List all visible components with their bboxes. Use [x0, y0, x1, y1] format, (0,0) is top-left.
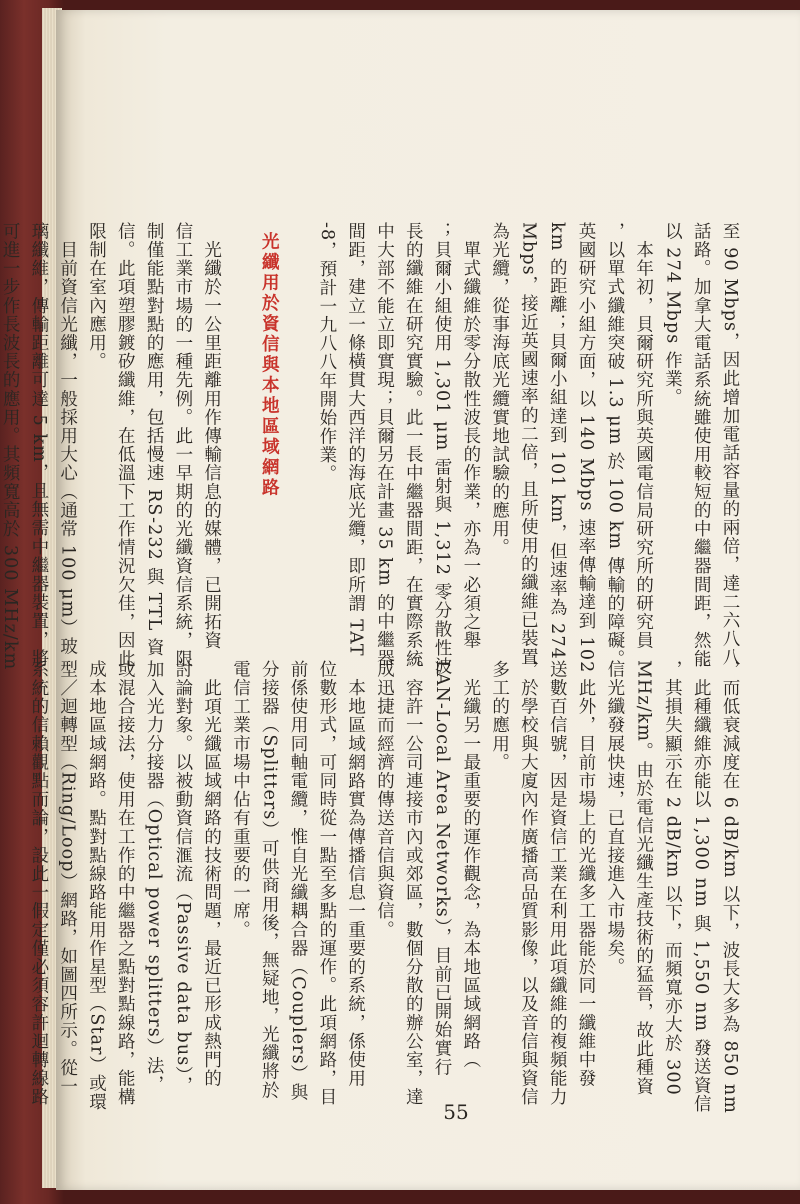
text-line: 本地區域網路實為傳播信息一重要的系統，係使用 [345, 660, 366, 1088]
text-line: 話路。加拿大電話系統雖使用較短的中繼器間距，然能 [691, 222, 712, 669]
text-line: 間距，建立一條橫貫大西洋的海底光纜，即所謂 TAT [345, 222, 366, 657]
text-line: 分接器（Splitters）可供商用後，無疑地，光纖將於 [259, 660, 280, 1100]
text-line: 光纖另一最重要的運作觀念，為本地區域網路（ [460, 660, 481, 1070]
text-line: 成迅捷而經濟的傳送音信與資信。 [374, 660, 395, 939]
section-heading: 光纖用於資信與本地區域網路 [259, 232, 280, 499]
text-line: 可進一步作長波長的應用。其頻寬高於 300 MHz/km [0, 222, 21, 671]
text-line: 討論對象。以被動資信滙流（Passive data bus）， [172, 660, 193, 1095]
text-line: 為光纜，從事海底光纜實地試驗的應用。 [489, 222, 510, 557]
text-line: 系統的信賴觀點而論，設此一假定僅必須容許迴轉線路 [28, 660, 49, 1107]
text-line: 限制在室內應用。 [86, 222, 107, 371]
lower-text-column [28, 660, 744, 1114]
text-line: ；貝爾小組使用 1,301 μm 雷射與 1,312 零分散性波 [432, 222, 453, 676]
text-line: 電信工業市場中佔有重要的一席。 [230, 660, 251, 939]
text-line: MHz/km。由於電信光纖生產技術的猛晉，故此種資 [633, 660, 654, 1096]
text-line: ，其損失顯示在 2 dB/km 以下，而頻寬亦大於 300 [662, 660, 683, 1096]
text-line: 此項光纖區域網路的技術問題，最近已形成熱門的 [201, 660, 222, 1088]
text-line: 前係使用同軸電纜，惟自光纖耦合器（Couplers）與 [288, 660, 309, 1102]
text-line: 加入光力分接器（Optical power splitters）法， [144, 660, 165, 1094]
text-line: 制僅能點對點的應用，包括慢速 RS-232 與 TTL 資 [144, 222, 165, 657]
text-line: ，於學校與大廈內作廣播高品質影像，以及音信與資信 [518, 660, 539, 1107]
text-line: 長的纖維在研究實驗。此一長中繼器間距，在實際系統 [403, 222, 424, 669]
text-line: Mbps，接近英國速率的二倍，且所使用的纖維已裝置 [518, 222, 539, 667]
text-line: 成本地區域網路。點對點線路能用作星型（Star）或環 [86, 660, 107, 1112]
text-line: 。此種纖維亦能以 1,300 nm 與 1,550 nm 發送資信 [691, 660, 712, 1114]
text-line: 。容許一公司連接市內或郊區，數個分散的辦公室，達 [403, 660, 424, 1107]
text-line: 單式纖維於零分散性波長的作業，亦為一必須之舉 [460, 222, 481, 650]
upper-text-column [0, 222, 744, 676]
text-line: 信。此項塑膠鍍矽纖維，在低溫下工作情況欠佳，因此 [115, 222, 136, 669]
text-line: -8，預計一九八八年開始作業。 [316, 222, 337, 484]
text-line: km 的距離；貝爾小組達到 101 km，但速率為 274 [547, 222, 568, 660]
text-line: 以 274 Mbps 作業。 [662, 222, 683, 407]
text-line: 英國研究小組方面，以 140 Mbps 速率傳輸達到 102 [576, 222, 597, 674]
text-line: 信光纖發展快速，已直接進入市場矣。 [604, 660, 625, 977]
text-line: 多工的應用。 [489, 660, 510, 772]
text-line: 璃纖維，傳輸距離可達 5 km，且無需中繼器裝置，將 [28, 222, 49, 668]
text-line: 目前資信光纖，一般採用大心（通常 100 μm）玻 [57, 222, 78, 656]
text-line: 信工業市場的一種先例。此一早期的光纖資信系統，限 [172, 222, 193, 669]
text-line: ，而低衰減度在 6 dB/km 以下，波長大多為 850 nm [720, 660, 740, 1114]
text-line: 或混合接法，使用在工作的中繼器之點對點線路，能構 [115, 660, 136, 1107]
text-line: 中大部不能立即實現；貝爾另在計畫 35 km 的中繼器 [374, 222, 395, 668]
text-line: 至 90 Mbps，因此增加電話容量的兩倍，達二六八八 [720, 222, 740, 667]
text-line: 送數百信號，因是資信工業在利用此項纖維的複頻能力 [547, 660, 568, 1107]
text-line: LAN-Local Area Networks），目前已開始實行 [432, 660, 453, 1077]
text-line: 光纖於一公里距離用作傳輸信息的媒體，已開拓資 [201, 222, 222, 650]
book-page [0, 10, 800, 1190]
text-line: 本年初，貝爾研究所與英國電信局研究所的研究員 [633, 222, 654, 650]
text-line: ，以單式纖維突破 1.3 μm 於 100 km 傳輸的障礙。 [604, 222, 625, 669]
text-line: 型／迴轉型（Ring/Loop）網路，如圖四所示。從一 [57, 660, 78, 1096]
page-number: 55 [443, 1100, 469, 1124]
text-line: 此外，目前市場上的光纖多工器能於同一纖維中發 [576, 660, 597, 1088]
text-line: 位數形式，可同時從一點至多點的運作。此項網路，目 [316, 660, 337, 1107]
